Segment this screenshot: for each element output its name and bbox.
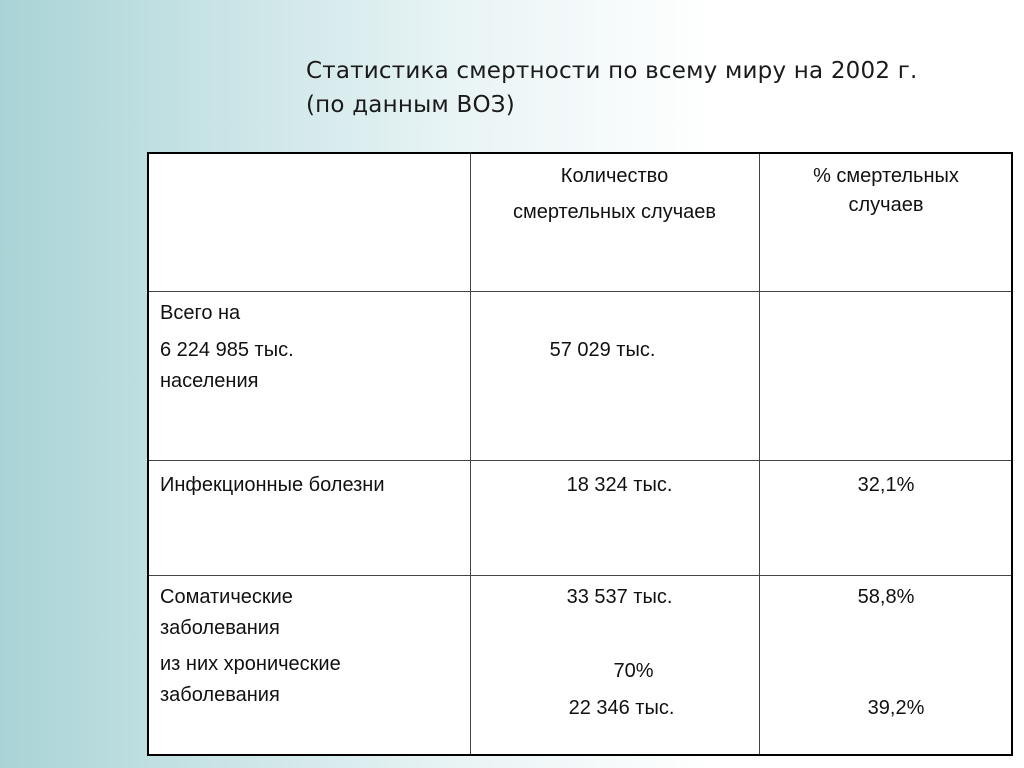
row-somatic-label-line-4: заболевания [160,684,280,706]
row-total-count-cell [470,291,759,460]
header-count-line-1: Количество [560,165,669,187]
header-empty-cell [149,154,470,291]
header-percent-cell [759,154,1013,291]
row-infectious-percent: 32,1% [857,474,915,496]
row-total-count: 57 029 тыс. [549,339,656,361]
row-total-label-cell [149,291,470,460]
row-somatic-percent: 58,8% [857,586,915,608]
row-total-percent-cell [759,291,1013,460]
row-infectious-label-cell [149,460,470,575]
row-infectious-count: 18 324 тыс. [566,474,673,496]
row-somatic-count-cell [470,575,759,756]
row-total-label-line-1: Всего на [160,302,241,324]
row-somatic-label-line-1: Соматические [160,586,293,608]
row-somatic-label-cell [149,575,470,756]
row-infectious-percent-cell [759,460,1013,575]
row-total-label-line-2: 6 224 985 тыс. [160,339,294,361]
header-count-cell [470,154,759,291]
row-somatic-count: 33 537 тыс. [566,586,673,608]
row-total-label-line-3: населения [160,370,259,392]
row-somatic-label-line-2: заболевания [160,617,280,639]
header-percent-line-1: % смертельных [813,165,959,187]
row-somatic-label-line-3: из них хронические [160,653,341,675]
row-infectious-label: Инфекционные болезни [160,474,385,496]
title-line-1: Статистика смертности по всему миру на 2002 г. [306,58,918,84]
row-infectious-count-cell [470,460,759,575]
title-line-2: (по данным ВОЗ) [306,92,515,118]
header-percent-line-2: случаев [848,194,924,216]
mortality-table [147,152,1013,756]
row-somatic-sub-share: 39,2% [867,697,925,719]
row-somatic-percent-cell [759,575,1013,756]
header-count-line-2: смертельных случаев [513,201,716,223]
row-somatic-sub-count: 22 346 тыс. [568,697,675,719]
page-title [306,54,1006,122]
row-somatic-sub-percent: 70% [613,660,654,682]
